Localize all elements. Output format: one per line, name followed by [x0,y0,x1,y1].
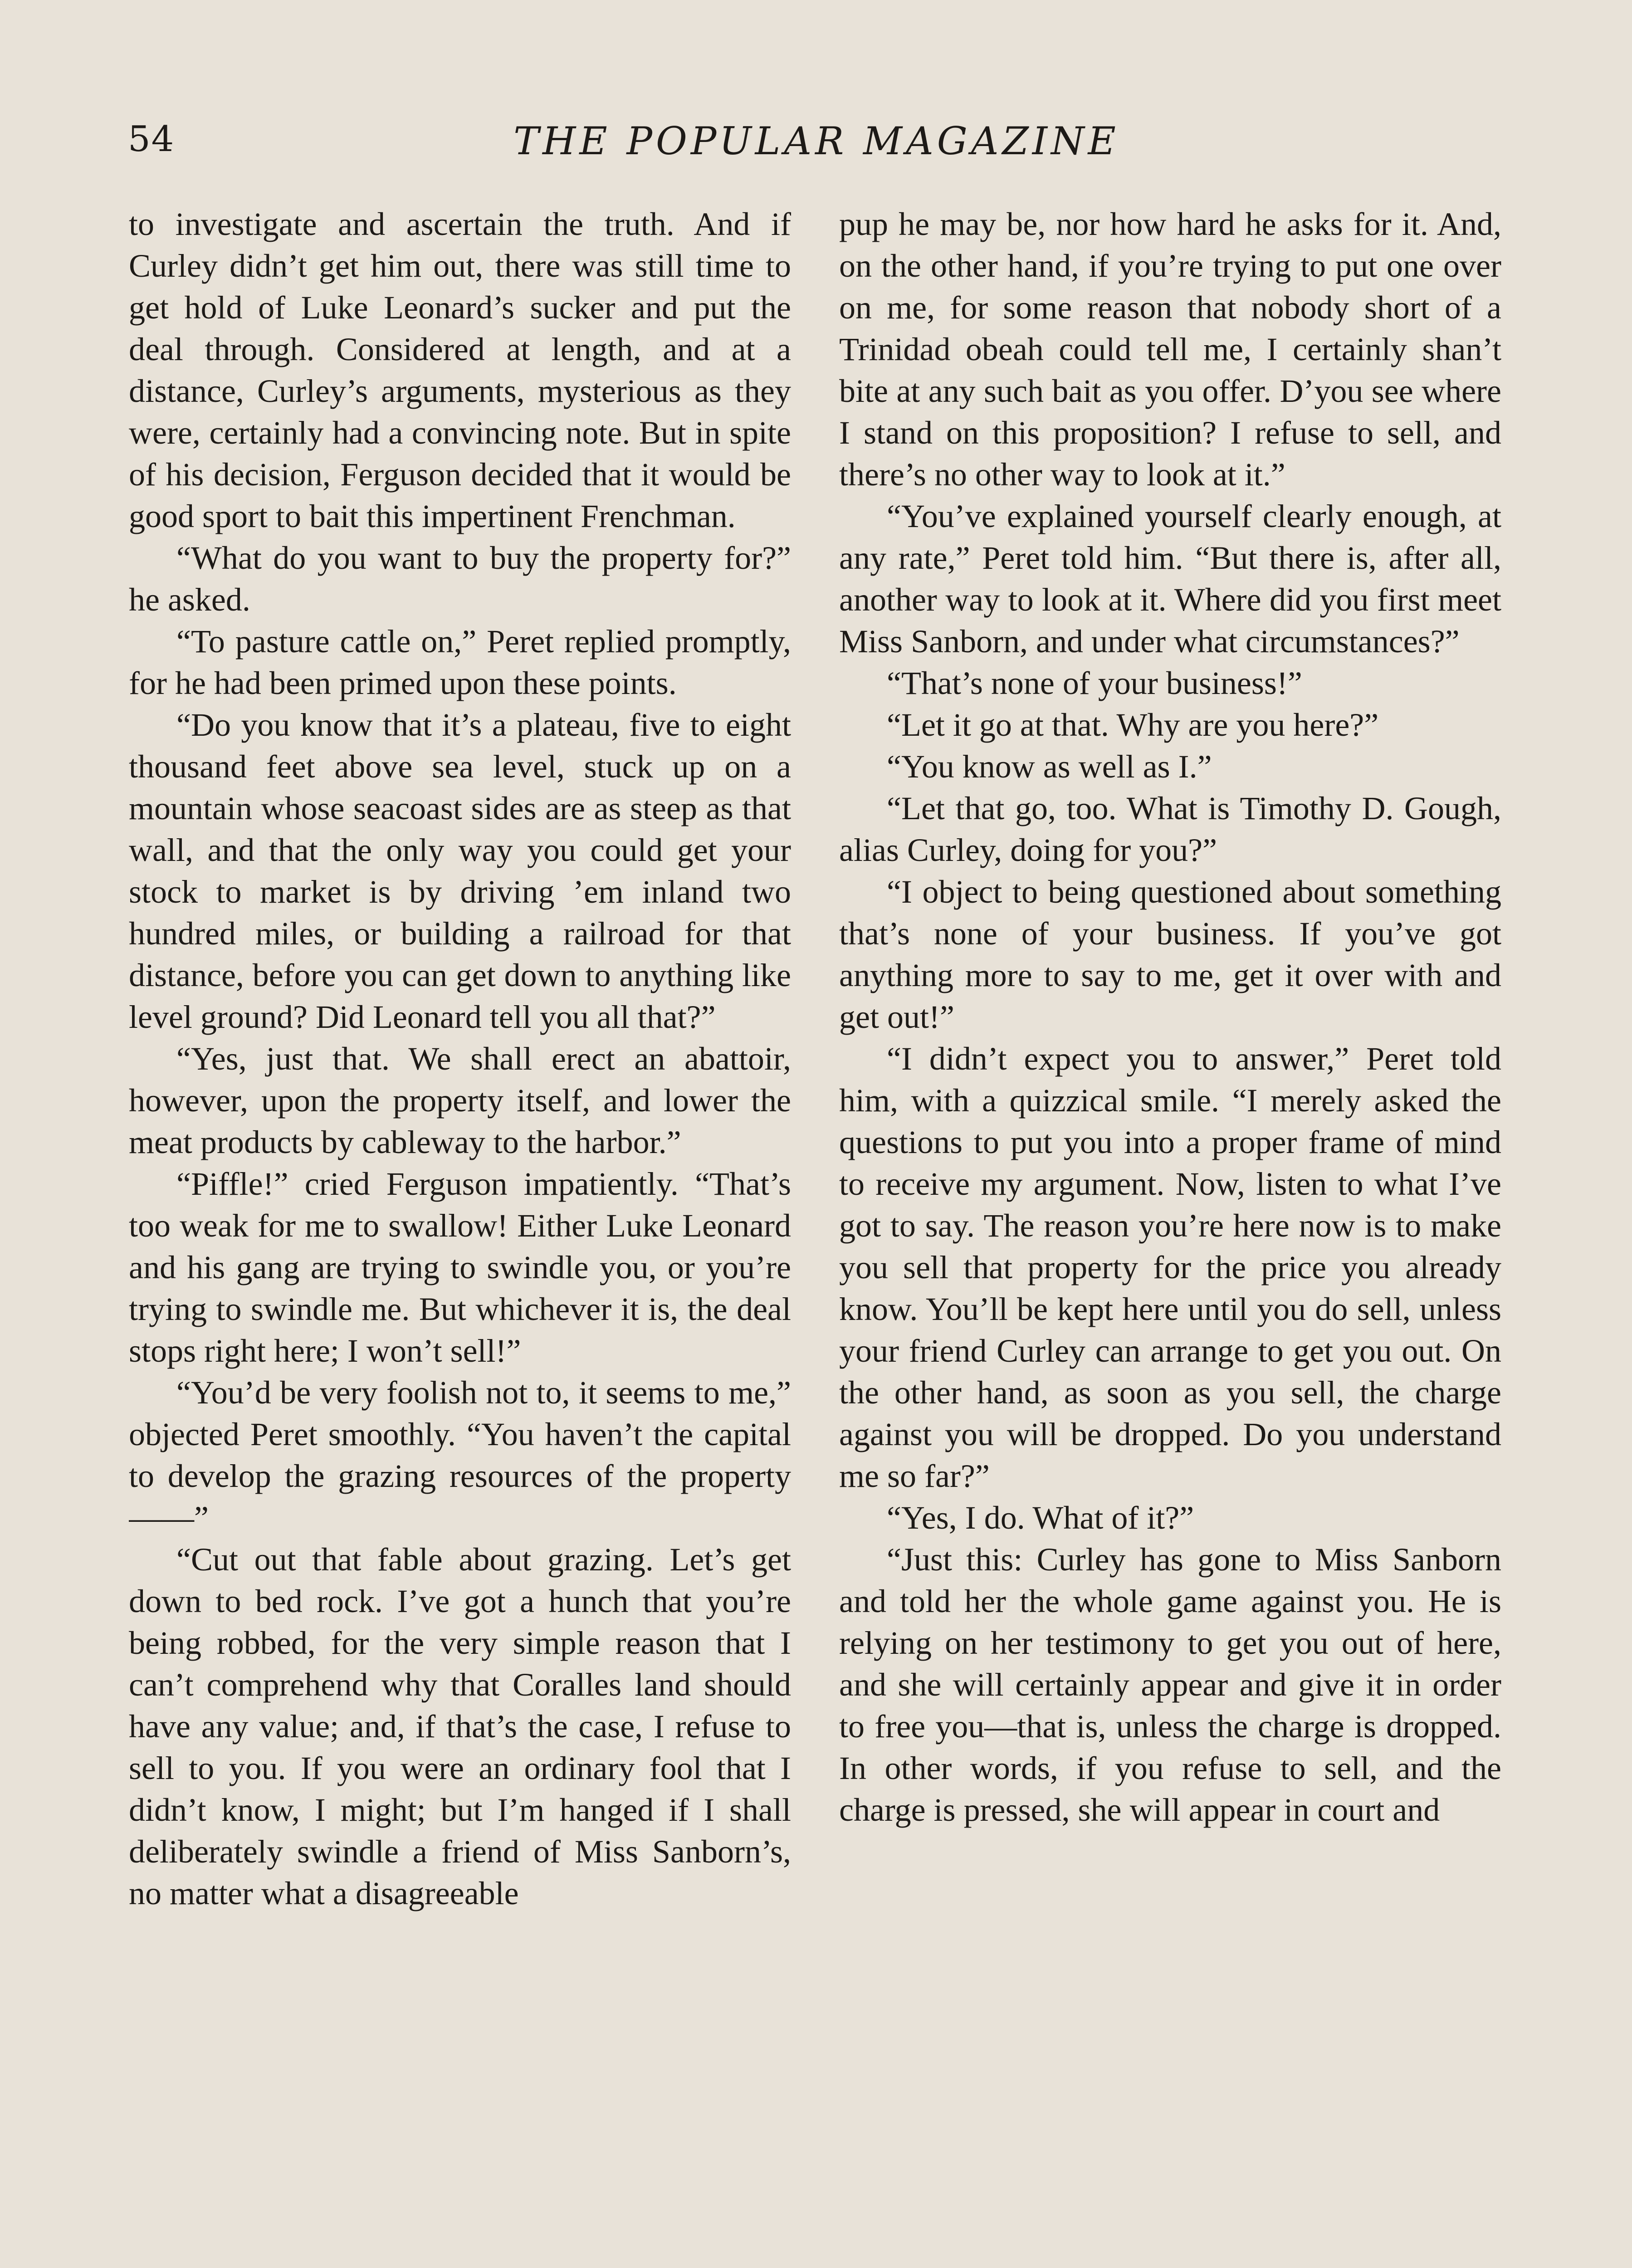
paragraph: “Just this: Curley has gone to Miss Sanborn and told her the whole game against you. He is relying on her testimony to get you out of here, and she will certainly appear and give it in order to free you—that is, unless the charge is dropped. In other words, if you refuse to sell, and the charge is pressed, she will appear in court and [839,1541,1501,1828]
paragraph: to investigate and ascertain the truth. And if Curley didn’t get him out, there was still time to get hold of Luke Leonard’s sucker and put the deal through. Considered at length, and at a distance, Curley’s arguments, mysterious as they were, certainly had a convincing note. But in spite of his decision, Ferguson decided that it would be good sport to bait this impertinent Frenchman. [129,206,791,534]
paragraph: “I object to being questioned about something that’s none of your business. If you’ve got anything more to say to me, get it over with and get out!” [839,874,1501,1035]
paragraph: “To pasture cattle on,” Peret replied promptly, for he had been primed upon these points. [129,623,791,701]
paragraph: “Yes, I do. What of it?” [887,1500,1194,1536]
right-text-column [839,203,1501,2268]
paragraph: “You’d be very foolish not to, it seems to me,” objected Peret smoothly. “You haven’t the capital to develop the grazing resources of the property——” [129,1374,791,1536]
running-head-title: THE POPULAR MAGAZINE [513,119,1119,163]
paragraph: “Let it go at that. Why are you here?” [887,707,1379,743]
paragraph: “What do you want to buy the property for?” he asked. [129,540,791,618]
paragraph: “That’s none of your business!” [887,665,1302,701]
paragraph: “Let that go, too. What is Timothy D. Gough, alias Curley, doing for you?” [839,790,1501,868]
paragraph: “You’ve explained yourself clearly enough, at any rate,” Peret told him. “But there is, after all, another way to look at it. Where did you first meet Miss Sanborn, and under what circumstances?” [839,498,1501,660]
paragraph: “Piffle!” cried Ferguson impatiently. “That’s too weak for me to swallow! Either Luke Leonard and his gang are trying to swindle you, or you’re trying to swindle me. But whichever it is, the deal stops right here; I won’t sell!” [129,1166,791,1369]
paragraph: “Yes, just that. We shall erect an abattoir, however, upon the property itself, and lower the meat products by cableway to the harbor.” [129,1041,791,1160]
page-number: 54 [128,119,175,160]
left-text-column [129,203,791,2268]
paragraph: pup he may be, nor how hard he asks for it. And, on the other hand, if you’re trying to put one over on me, for some reason that nobody short of a Trinidad obeah could tell me, I certainly shan’t bite at any such bait as you offer. D’you see where I stand on this proposition? I refuse to sell, and there’s no other way to look at it.” [839,206,1501,493]
paragraph: “Do you know that it’s a plateau, five to eight thousand feet above sea level, stuck up on a mountain whose seacoast sides are as steep as that wall, and that the only way you could get your stock to market is by driving ’em inland two hundred miles, or building a railroad for that distance, before you can get down to anything like level ground? Did Leonard tell you all that?” [129,707,791,1035]
paragraph: “I didn’t expect you to answer,” Peret told him, with a quizzical smile. “I merely asked the questions to put you into a proper frame of mind to receive my argument. Now, listen to what I’ve got to say. The reason you’re here now is to make you sell that property for the price you already know. You’ll be kept here until you do sell, unless your friend Curley can arrange to get you out. On the other hand, as soon as you sell, the charge against you will be dropped. Do you understand me so far?” [839,1041,1501,1494]
paragraph: “Cut out that fable about grazing. Let’s get down to bed rock. I’ve got a hunch that you’re being robbed, for the very simple reason that I can’t comprehend why that Coralles land should have any value; and, if that’s the case, I refuse to sell to you. If you were an ordinary fool that I didn’t know, I might; but I’m hanged if I shall deliberately swindle a friend of Miss Sanborn’s, no matter what a disagreeable [129,1541,791,1911]
paragraph: “You know as well as I.” [887,748,1212,785]
